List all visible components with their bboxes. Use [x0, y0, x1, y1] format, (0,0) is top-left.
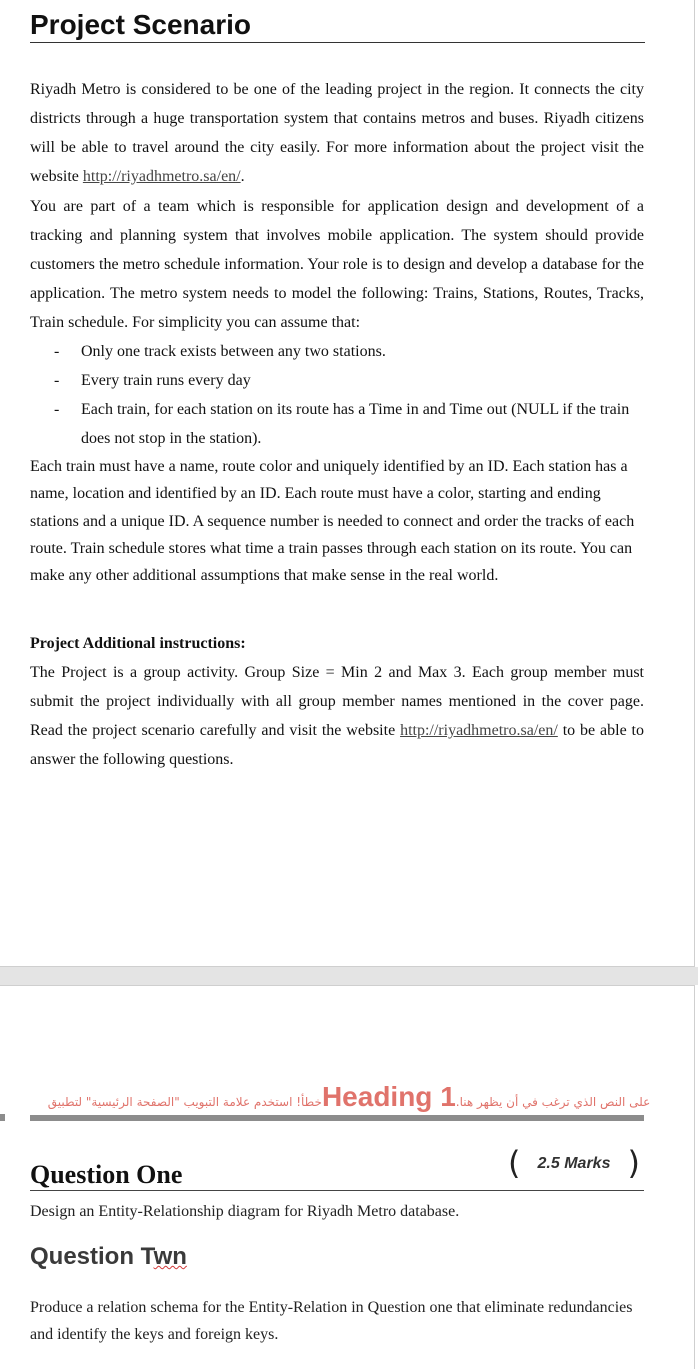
- question-two-title: [30, 1240, 187, 1274]
- assumptions-list: [30, 337, 644, 453]
- error-suffix-text: على النص الذي ترغب في أن يظهر هنا.: [455, 1095, 651, 1109]
- error-heading-text: Heading 1: [321, 1081, 456, 1112]
- heading-field-error: [0, 1080, 698, 1114]
- question-one-text: Design an Entity-Relationship diagram for Riyadh Metro database.: [30, 1203, 460, 1220]
- additional-text: The Project is a group activity. Group Size = Min 2 and Max 3. Each group member must submit the project individually with all group member names mentioned in the cover page. Read the project scenario carefully and visit the website: [30, 664, 644, 739]
- website-link[interactable]: http://riyadhmetro.sa/en/: [400, 722, 558, 739]
- question-one-header: [30, 1144, 644, 1191]
- marks-label: 2.5 Marks: [537, 1155, 611, 1172]
- list-item: [30, 337, 644, 366]
- spelling-error-word[interactable]: wn: [153, 1243, 187, 1270]
- list-item-text: Every train runs every day: [81, 372, 251, 389]
- left-bracket: (: [508, 1144, 521, 1182]
- additional-instructions-heading: Project Additional instructions:: [30, 635, 246, 652]
- website-link[interactable]: http://riyadhmetro.sa/en/: [82, 168, 241, 185]
- bullet-dash: -: [54, 401, 60, 418]
- right-bracket: ): [627, 1144, 640, 1182]
- intro-text: Riyadh Metro is considered to be one of the leading project in the region. It connects the city districts through a huge transportation system that contains metros and buses. Riyadh citizens will be able to travel around the city easily. For more information about the project visit the website: [30, 81, 644, 185]
- entities-paragraph: Each train must have a name, route color and uniquely identified by an ID. Each station has a name, location and identified by an ID. Each route must have a color, starting and ending stations and a unique ID. A sequence number is needed to connect and order the tracks of each route. Train schedule stores what time a train passes through each station on its route. You can make any other additional assumptions that make sense in the real world.: [30, 458, 635, 585]
- additional-instructions-paragraph: [30, 658, 644, 774]
- bullet-dash: -: [54, 372, 60, 389]
- error-prefix-text: خطأ! استخدم علامة التبويب "الصفحة الرئيسية" لتطبيق: [47, 1095, 322, 1109]
- question-two-title-start: Question T: [30, 1243, 154, 1270]
- intro-end: .: [240, 168, 245, 185]
- list-item-text: Only one track exists between any two stations.: [81, 343, 386, 360]
- team-paragraph: You are part of a team which is responsible for application design and development of a tracking and planning system that involves mobile application. The system should provide customers the metro schedule information. Your role is to design and develop a database for the application. The metro system needs to model the following: Trains, Stations, Routes, Tracks, Train schedule. For simplicity you can assume that:: [30, 198, 644, 331]
- additional-end: to be able to answer the following questions.: [30, 722, 644, 768]
- list-item: [30, 395, 644, 453]
- question-one-title: Question One: [30, 1160, 183, 1189]
- intro-paragraph: [30, 75, 644, 191]
- heading-rule: [30, 1115, 644, 1121]
- margin-marker: [0, 1114, 5, 1121]
- list-item-text: Each train, for each station on its route has a Time in and Time out (NULL if the train does not stop in the station).: [81, 401, 630, 447]
- page-title: Project Scenario: [30, 8, 645, 43]
- page-gap: [0, 967, 698, 985]
- marks-badge: [508, 1144, 640, 1182]
- question-two-text: Produce a relation schema for the Entity-Relation in Question one that eliminate redundancies and identify the keys and foreign keys.: [30, 1299, 633, 1343]
- bullet-dash: -: [54, 343, 60, 360]
- list-item: [30, 366, 644, 395]
